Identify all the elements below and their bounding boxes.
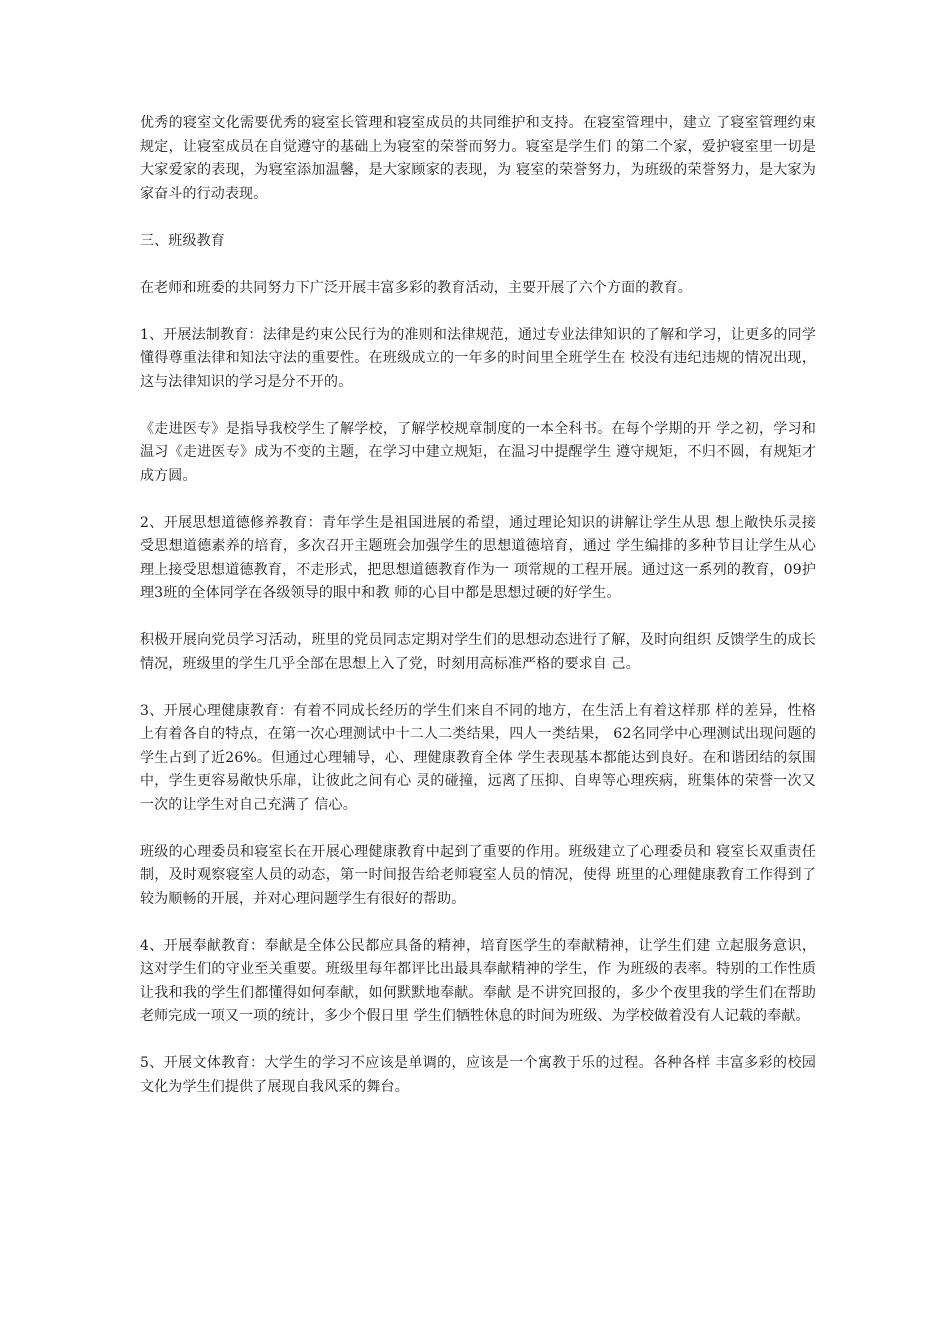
paragraph-moral-education: 2、开展思想道德修养教育：青年学生是祖国进展的希望，通过理论知识的讲解让学生从思 想上敞快乐灵接受思想道德素养的培育，多次召开主题班会加强学生的思想道德培育，通过 学生编排的多种节目让学生从心理上接受思想道德教育，不走形式，把思想道德教育作为一 项常规的工程开展。通过这一系列的教育，09护理3班的全体同学在各级领导的眼中和教 师的心目中都是思想过硬的好学生。	[140, 514, 816, 601]
paragraph-school-handbook: 《走进医专》是指导我校学生了解学校，了解学校规章制度的一本全科书。在每个学期的开 学之初，学习和温习《走进医专》成为不变的主题，在学习中建立规矩，在温习中提醒学生 遵守规矩，不归不圆，有规矩才成方圆。	[140, 420, 816, 484]
paragraph-mental-health-education: 3、开展心理健康教育：有着不同成长经历的学生们来自不同的地方，在生活上有着这样那 样的差异，性格上有着各自的特点，在第一次心理测试中十二人二类结果，四人一类结果， 62名同学中心理测试出现问题的学生占到了近26%。但通过心理辅导，心、理健康教育全体 学生表现基本都能达到良好。在和谐团结的氛围中，学生更容易敞快乐扉，让彼此之间有心 灵的碰撞，远离了压抑、自卑等心理疾病，班集体的荣誉一次又一次的让学生对自己充满了 信心。	[140, 702, 816, 813]
paragraph-dorm-culture: 优秀的寝室文化需要优秀的寝室长管理和寝室成员的共同维护和支持。在寝室管理中，建立 了寝室管理约束规定，让寝室成员在自觉遵守的基础上为寝室的荣誉而努力。寝室是学生们 的第二个家，爱护寝室里一切是大家爱家的表现，为寝室添加温馨，是大家顾家的表现，为 寝室的荣誉努力，为班级的荣誉努力，是大家为家奋斗的行动表现。	[140, 115, 816, 202]
paragraph-dedication-education: 4、开展奉献教育：奉献是全体公民都应具备的精神，培育医学生的奉献精神，让学生们建 立起服务意识，这对学生们的守业至关重要。班级里每年都评比出最具奉献精神的学生，作 为班级的表率。特别的工作性质让我和我的学生们都懂得如何奉献，如何默默地奉献。奉献 是不讲究回报的，多少个夜里我的学生们在帮助老师完成一项又一项的统计，多少个假日里 学生们牺牲休息的时间为班级、为学校做着没有人记载的奉献。	[140, 937, 816, 1024]
paragraph-legal-education: 1、开展法制教育：法律是约束公民行为的准则和法律规范，通过专业法律知识的了解和学习，让更多的同学懂得尊重法律和知法守法的重要性。在班级成立的一年多的时间里全班学生在 校没有违纪违规的情况出现，这与法律知识的学习是分不开的。	[140, 326, 816, 390]
paragraph-psych-committee: 班级的心理委员和寝室长在开展心理健康教育中起到了重要的作用。班级建立了心理委员和 寝室长双重责任制，及时观察寝室人员的动态，第一时间报告给老师寝室人员的情况，使得 班里的心理健康教育工作得到了较为顺畅的开展，并对心理问题学生有很好的帮助。	[140, 843, 816, 907]
document-body	[140, 112, 816, 1123]
section-heading-class-education: 三、班级教育	[140, 232, 225, 249]
paragraph-education-overview: 在老师和班委的共同努力下广泛开展丰富多彩的教育活动，主要开展了六个方面的教育。	[140, 279, 692, 296]
paragraph-culture-sports-education: 5、开展文体教育：大学生的学习不应该是单调的，应该是一个寓教于乐的过程。各种各样 丰富多彩的校园文化为学生们提供了展现自我风采的舞台。	[140, 1055, 816, 1095]
paragraph-party-member-study: 积极开展向党员学习活动，班里的党员同志定期对学生们的思想动态进行了解，及时向组织 反馈学生的成长情况，班级里的学生几乎全部在思想上入了党，时刻用高标准严格的要求自 己。	[140, 632, 816, 672]
